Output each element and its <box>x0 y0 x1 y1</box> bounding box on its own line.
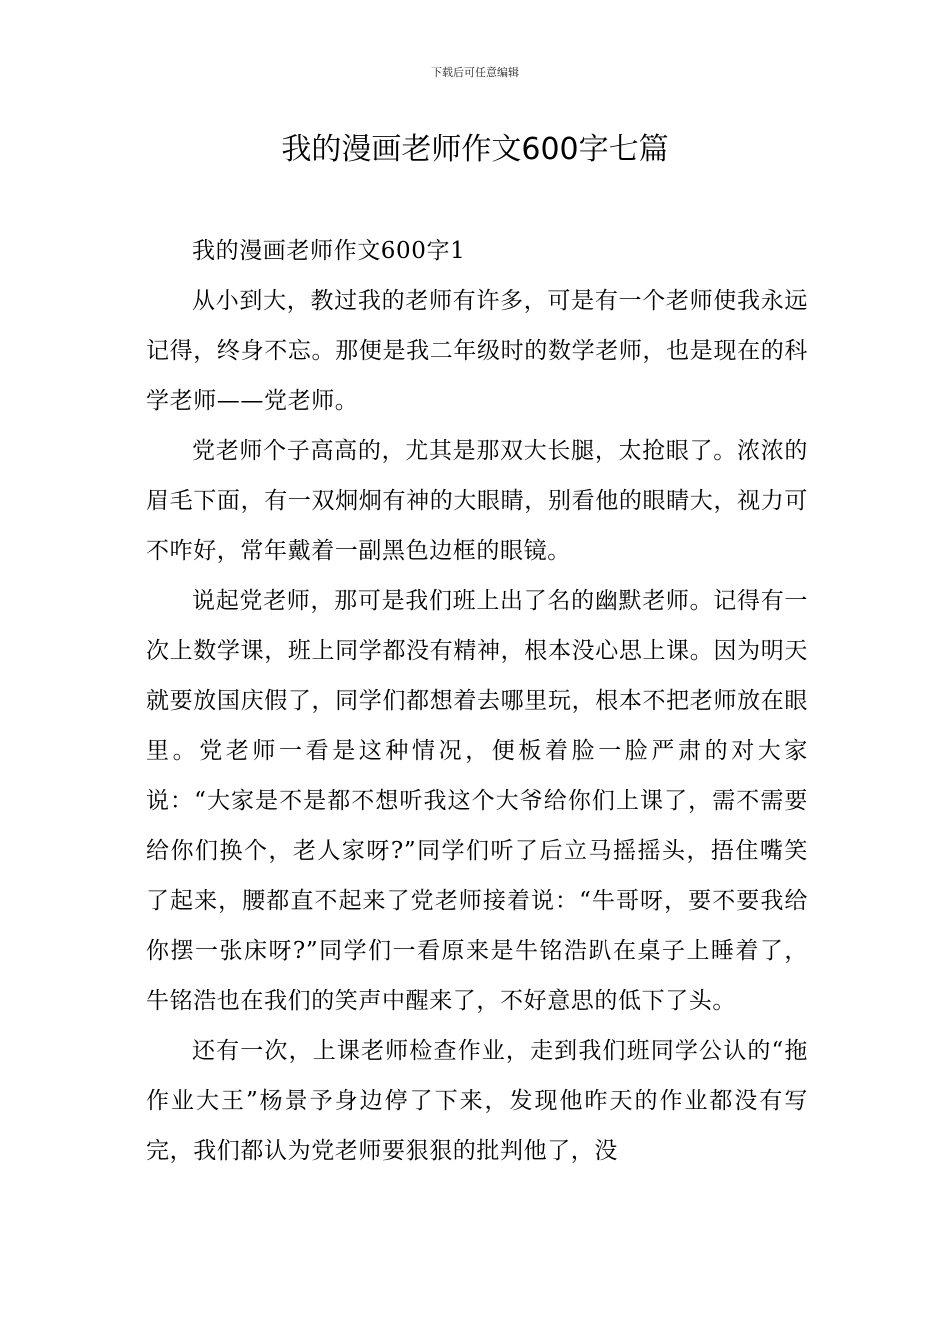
paragraph-subtitle: 我的漫画老师作文600字1 <box>192 238 466 264</box>
page-header-note: 下载后可任意编辑 <box>431 66 519 79</box>
paragraph: 从小到大，教过我的老师有许多，可是有一个老师使我永远记得，终身不忘。那便是我二年级时的数学老师，也是现在的科学老师——党老师。 <box>146 288 808 414</box>
paragraph: 还有一次，上课老师检查作业，走到我们班同学公认的“拖作业大王”杨景予身边停了下来，发现他昨天的作业都没有写完，我们都认为党老师要狠狠的批判他了，没 <box>146 1038 808 1164</box>
paragraph: 说起党老师，那可是我们班上出了名的幽默老师。记得有一次上数学课，班上同学都没有精神，根本没心思上课。因为明天就要放国庆假了，同学们都想着去哪里玩，根本不把老师放在眼里。党老师一看是这种情况，便板着脸一脸严肃的对大家说：“大家是不是都不想听我这个大爷给你们上课了，需不需要给你们换个，老人家呀?”同学们听了后立马摇摇头，捂住嘴笑了起来，腰都直不起来了党老师接着说：“牛哥呀，要不要我给你摆一张床呀?”同学们一看原来是牛铭浩趴在桌子上睡着了，牛铭浩也在我们的笑声中醒来了，不好意思的低下了头。 <box>146 588 808 1014</box>
document-body <box>146 226 808 1176</box>
paragraph: 党老师个子高高的，尤其是那双大长腿，太抢眼了。浓浓的眉毛下面，有一双炯炯有神的大眼睛，别看他的眼睛大，视力可不咋好，常年戴着一副黑色边框的眼镜。 <box>146 438 808 564</box>
document-title: 我的漫画老师作文600字七篇 <box>281 132 669 167</box>
